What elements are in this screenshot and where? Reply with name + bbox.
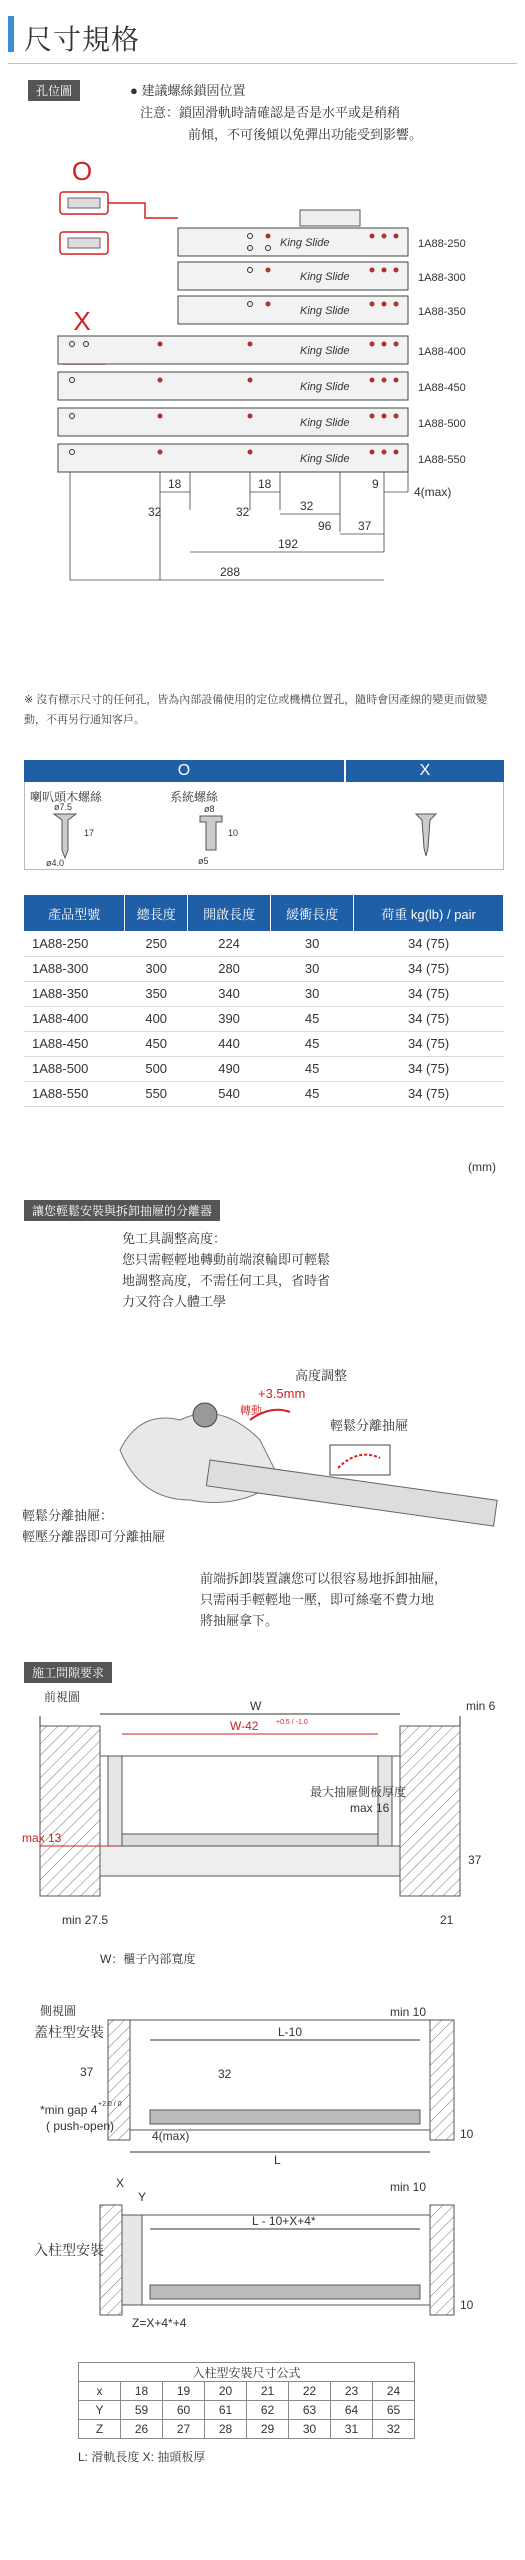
- dim-21: 21: [440, 1913, 454, 1927]
- svg-text:1A88-550: 1A88-550: [418, 454, 466, 466]
- front-view-diagram: [20, 1696, 510, 1946]
- dim-min10-b: min 10: [390, 2180, 427, 2194]
- dim-32c: 32: [300, 499, 314, 513]
- svg-text:King Slide: King Slide: [300, 305, 350, 317]
- min-gap-label: *min gap 4: [40, 2103, 98, 2117]
- adjust-wheel: [193, 1403, 217, 1427]
- svg-text:ø5: ø5: [198, 856, 209, 866]
- dim-min27-5: min 27.5: [62, 1913, 109, 1927]
- svg-text:1A88-400: 1A88-400: [418, 346, 466, 358]
- tapping-screw-icon: [416, 814, 436, 856]
- screw-col-ok: O: [24, 760, 344, 782]
- table-row: 1A88-550 550 540 45 34 (75): [24, 1081, 504, 1106]
- label-rotate: 轉動: [240, 1405, 262, 1417]
- hole-bullet: ● 建議螺絲鎖固位置: [130, 83, 246, 98]
- screw-drawings: [24, 800, 504, 870]
- hole-bullet-text: 建議螺絲鎖固位置: [141, 83, 246, 98]
- svg-text:King Slide: King Slide: [300, 417, 350, 429]
- svg-text:1A88-250: 1A88-250: [418, 238, 466, 250]
- dim-L10: L-10: [278, 2025, 303, 2039]
- svg-text:ø8: ø8: [204, 804, 215, 814]
- dim-L10X4: L - 10+X+4*: [252, 2214, 316, 2228]
- svg-text:17: 17: [84, 828, 95, 838]
- svg-text:King Slide: King Slide: [300, 381, 350, 393]
- dim-192: 192: [278, 537, 299, 551]
- requirements-tag: 施工問隙要求: [24, 1662, 112, 1683]
- inset-front-panel: [122, 2215, 142, 2305]
- overlay-rail: [150, 2110, 420, 2124]
- dim-10-a: 10: [460, 2127, 474, 2141]
- screw-col-ng: X: [346, 760, 504, 782]
- push-open-label: ( push-open): [46, 2119, 115, 2133]
- drawer-bottom: [122, 1834, 378, 1846]
- formula-title: 入柱型安裝尺寸公式: [79, 2363, 415, 2382]
- svg-text:King Slide: King Slide: [300, 453, 350, 465]
- max-thickness-value: max 16: [350, 1801, 390, 1815]
- spec-table: [24, 895, 504, 1107]
- wood-screw-icon: [54, 814, 76, 858]
- svg-text:King Slide: King Slide: [300, 271, 350, 283]
- dim-37-front: 37: [468, 1853, 482, 1867]
- dim-min6: min 6: [466, 1699, 496, 1713]
- inset-rail: [150, 2285, 420, 2299]
- overlay-side-view: [20, 2000, 510, 2170]
- hole-note-1: 注意：鎖固滑軌時請確認是否是水平或是稍稍: [140, 105, 401, 120]
- spec-unit: (mm): [468, 1160, 496, 1174]
- dim-W42: W-42: [230, 1719, 259, 1733]
- front-disconnect-text: 前端拆卸裝置讓您可以很容易地拆卸抽屜， 只需兩手輕輕地一壓，即可絲毫不費力地 將抽屜拿下。: [200, 1571, 448, 1628]
- spec-header: 緩衝長度: [271, 895, 354, 931]
- dim-10-b: 10: [460, 2298, 474, 2312]
- table-row: x 18 19 20 21 22 23 24: [79, 2382, 415, 2401]
- dim-37-side: 37: [80, 2065, 94, 2079]
- hole-chart-tag: 孔位圖: [28, 80, 80, 101]
- screw-system-label: 系統螺絲: [170, 790, 219, 804]
- spec-header: 荷重 kg(lb) / pair: [354, 895, 504, 931]
- max-thickness-label: 最大抽屜側板厚度: [310, 1785, 407, 1799]
- table-row: 1A88-350 350 340 30 34 (75): [24, 981, 504, 1006]
- rail-1A88-400: [58, 336, 466, 364]
- svg-text:ø7.5: ø7.5: [54, 802, 73, 812]
- table-row: Z 26 27 28 29 30 31 32: [79, 2420, 415, 2439]
- rail-1A88-250: [178, 228, 466, 256]
- overlay-mount-label: 蓋柱型安裝: [34, 2024, 104, 2040]
- separate-arrow-icon: [338, 1455, 380, 1468]
- dim-ZX44: Z=X+4*+4: [132, 2316, 187, 2330]
- dim-W42-tol: +0.5 / -1.0: [276, 1719, 308, 1726]
- system-screw-icon: [200, 816, 222, 850]
- hole-note-2: 前傾，不可後傾以免彈出功能受到影響。: [188, 127, 423, 142]
- side-view-label: 側視圖: [40, 2004, 77, 2018]
- dim-max13: max 13: [22, 1831, 62, 1845]
- svg-text:1A88-450: 1A88-450: [418, 382, 466, 394]
- ok-rail-piece: [68, 198, 100, 208]
- svg-text:10: 10: [228, 828, 239, 838]
- formula-table: [78, 2362, 415, 2439]
- separate-text: 輕鬆分離抽屜： 輕壓分離器即可分離抽屜: [22, 1508, 166, 1544]
- formula-legend: L: 滑軌長度 X: 抽頭板厚: [78, 2450, 206, 2464]
- slide-zone: [100, 1846, 400, 1876]
- svg-text:1A88-350: 1A88-350: [418, 306, 466, 318]
- dim-18a: 18: [168, 477, 182, 491]
- dim-Y: Y: [138, 2190, 147, 2204]
- ok-rail-piece-2: [68, 238, 100, 248]
- table-row: 1A88-450 450 440 45 34 (75): [24, 1031, 504, 1056]
- svg-text:1A88-500: 1A88-500: [418, 418, 466, 430]
- front-view-label: 前視圖: [44, 1690, 81, 1704]
- dim-32-side: 32: [218, 2067, 232, 2081]
- label-plus-3-5: +3.5mm: [258, 1386, 306, 1401]
- inset-cabinet-front: [100, 2205, 122, 2315]
- page-header: [8, 8, 517, 64]
- screw-table: [24, 760, 504, 870]
- separator-section-tag: 讓您輕鬆安裝與拆卸抽屜的分離器: [24, 1200, 220, 1221]
- cabinet-left-wall: [40, 1726, 100, 1896]
- rail-1A88-350: [178, 296, 466, 324]
- table-row: 1A88-250 250 224 30 34 (75): [24, 931, 504, 956]
- inset-mount-label: 入柱型安裝: [34, 2242, 104, 2258]
- cabinet-right-wall: [400, 1726, 460, 1896]
- dim-min10-a: min 10: [390, 2005, 427, 2019]
- label-height-adjust: 高度調整: [295, 1368, 348, 1383]
- svg-text:ø4.0: ø4.0: [46, 858, 65, 868]
- svg-text:King Slide: King Slide: [300, 345, 350, 357]
- height-adjust-text: 免工具調整高度： 您只需輕輕地轉動前端滾輪即可輕鬆 地調整高度，不需任何工具，省時省 力又符合人體工學: [122, 1231, 331, 1309]
- dim-L: L: [274, 2153, 281, 2167]
- dim-37: 37: [358, 519, 372, 533]
- disclaimer: ※ 沒有標示尺寸的任何孔，皆為內部設備使用的定位或機構位置孔，隨時會因產線的變更而做變動，不再另行通知客戶。: [24, 694, 488, 726]
- table-row: 1A88-300 300 280 30 34 (75): [24, 956, 504, 981]
- label-separate: 輕鬆分離抽屜: [330, 1418, 409, 1433]
- dim-96: 96: [318, 519, 332, 533]
- dim-X: X: [116, 2176, 125, 2190]
- inset-back-wall: [430, 2205, 454, 2315]
- dim-W: W: [250, 1699, 262, 1713]
- rail-1A88-300: [178, 262, 466, 290]
- mark-ng: X: [73, 306, 91, 336]
- dim-4max-side: 4(max): [152, 2129, 190, 2143]
- dim-9: 9: [372, 477, 379, 491]
- overlay-back-wall: [430, 2020, 454, 2140]
- rail-1A88-550: [58, 444, 466, 472]
- separator-callout-box: [330, 1445, 390, 1475]
- spec-header: 總長度: [125, 895, 188, 931]
- table-row: Y 59 60 61 62 63 64 65: [79, 2401, 415, 2420]
- rear-bracket: [300, 210, 360, 226]
- dim-32b: 32: [236, 505, 250, 519]
- ok-leader-line: [108, 203, 178, 218]
- dim-4max: 4(max): [414, 485, 452, 499]
- spec-header: 產品型號: [24, 895, 125, 931]
- page-title: 尺寸規格: [24, 24, 141, 55]
- table-row: 1A88-400 400 390 45 34 (75): [24, 1006, 504, 1031]
- dim-32a: 32: [148, 505, 162, 519]
- hole-position-diagram: [0, 140, 525, 680]
- svg-text:King Slide: King Slide: [280, 237, 330, 249]
- min-gap-tol: +2.0 / 0: [98, 2101, 122, 2108]
- w-caption: W：櫃子內部寬度: [100, 1952, 196, 1966]
- table-row: 1A88-500 500 490 45 34 (75): [24, 1056, 504, 1081]
- spec-header: 開啟長度: [188, 895, 271, 931]
- rail-1A88-500: [58, 408, 466, 436]
- title-accent-bar: [8, 16, 14, 52]
- svg-text:1A88-300: 1A88-300: [418, 272, 466, 284]
- dim-18b: 18: [258, 477, 272, 491]
- dim-288: 288: [220, 565, 241, 579]
- screw-wood-label: 喇叭頭木螺絲: [30, 790, 103, 804]
- mark-ok: O: [71, 156, 93, 186]
- rail-1A88-450: [58, 372, 466, 400]
